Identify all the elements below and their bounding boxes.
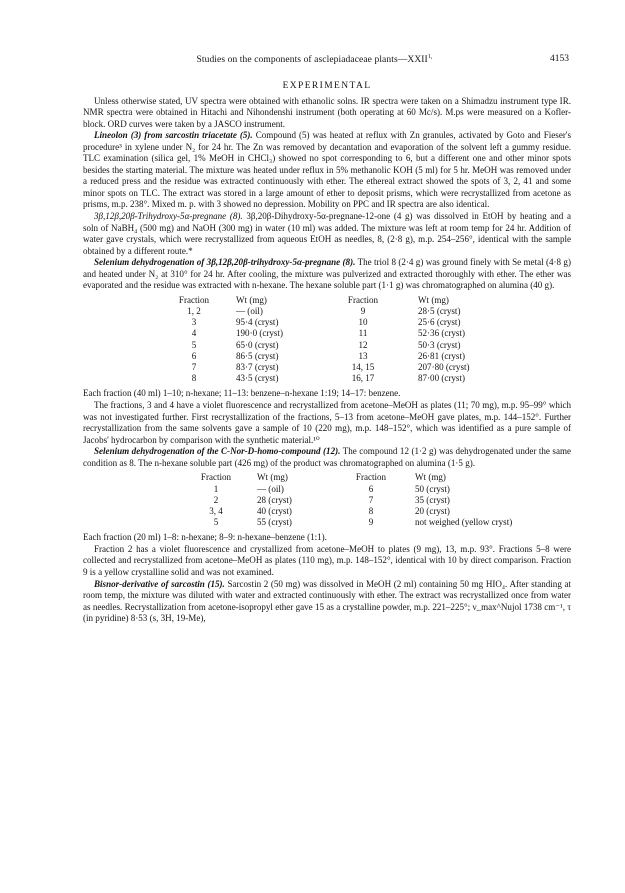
table-cell: 87·00 (cryst)	[418, 373, 465, 384]
table-cell: 7	[368, 494, 374, 505]
table-cell: 16, 17	[351, 373, 375, 384]
table-cell: 207·80 (cryst)	[418, 362, 470, 373]
table-cell: 26·81 (cryst)	[418, 350, 465, 361]
table-cell: 28·5 (cryst)	[418, 306, 461, 317]
table-cell: 35 (cryst)	[415, 494, 450, 505]
table-2-note: Each fraction (20 ml) 1–8: n-hexane; 8–9: n-hexane–benzene (1:1).	[83, 532, 327, 543]
column-header: Wt (mg)	[418, 294, 449, 305]
table-cell: 55 (cryst)	[257, 517, 292, 528]
selenium-text-1: The triol 8 (2·4 g) was ground finely with Se metal (4·8 g) and heated under N₂ at 310° for 24 hr. After cooling, the mixture was pulverized and extracted thoroughly with ether. The ether was evaporated and the residue was extracted with n-hexane. The hexane soluble part (1·1 g) was chromatographed on alumina (40 g).	[83, 257, 571, 291]
table-1-note: Each fraction (40 ml) 1–10; n-hexane; 11–13: benzene–n-hexane 1:19; 14–17: benzene.	[83, 388, 401, 399]
table-cell: 3	[191, 317, 197, 328]
table-cell: 20 (cryst)	[415, 505, 450, 516]
section-heading: EXPERIMENTAL	[282, 81, 372, 91]
table-cell: 8	[191, 373, 197, 384]
table-row	[166, 362, 508, 373]
table-cell: 43·5 (cryst)	[236, 373, 279, 384]
table-cell: not weighed (yellow cryst)	[415, 517, 513, 528]
table-cell: 9	[368, 517, 374, 528]
fractions-paragraph: The fractions, 3 and 4 have a violet fluorescence and recrystallized from acetone–MeOH as plates (11; 70 mg), m.p. 95–99° which was not investigated further. First recrystallization of the fractions, 5–13 from acetone–MeOH gave plates, m.p. 144–152°. Further recrystallization from the same solvents gave a sample of 10 (220 mg), m.p. 148–152°, which was identified as a pure sample of Jacobs' hydrocarbon by comparison with the synthetic material.¹⁰	[83, 400, 571, 445]
table-cell: 13	[358, 350, 368, 361]
table-cell: 86·5 (cryst)	[236, 350, 279, 361]
bisnor-title: Bisnor-derivative of sarcostin (15).	[94, 578, 225, 589]
fractions-table-1	[166, 295, 508, 385]
table-cell: 6	[191, 350, 197, 361]
table-cell: 190·0 (cryst)	[236, 328, 283, 339]
table-cell: 2	[213, 494, 219, 505]
table-cell: 25·6 (cryst)	[418, 317, 461, 328]
lineolon-text: Compound (5) was heated at reflux with Zn granules, activated by Goto and Fieser's procedure³ in xylene under N₂ for 24 hr. The Zn was removed by decantation and evaporation of the solvent left a gummy residue. TLC examination (silica gel, 1% MeOH in CHCl₃) showed no spot corresponding to 6, but a different one and other minor spots besides the starting material. The mixture was heated under reflux in 5% methanolic KOH (5 ml) for 5 hr. MeOH was removed under a reduced press and the residue was extracted continuously with ether. The ethereal extract showed the spots of 3, 2, 41 and some minor spots on TLC. The extract was stored in a large amount of ether to deposit prisms, which were recrystallized from acetone as prisms, m.p. 238°. Mixed m. p. with 3 showed no depression. Mobility on PPC and IR spectra are also identical.	[83, 130, 572, 210]
table-cell: 95·4 (cryst)	[236, 317, 279, 328]
column-header: Wt (mg)	[415, 472, 446, 483]
lineolon-paragraph	[83, 130, 571, 211]
table-cell: 3, 4	[209, 505, 223, 516]
table-header-row	[166, 295, 508, 306]
table-cell: — (oil)	[236, 306, 263, 317]
table-cell: 6	[368, 483, 374, 494]
table-row	[191, 517, 565, 528]
table-cell: 50 (cryst)	[415, 483, 450, 494]
column-header: Wt (mg)	[236, 294, 267, 305]
page-number: 4153	[550, 54, 569, 64]
trihydroxy-text: 3β,20β-Dihydroxy-5α-pregnane-12-one (4 g) was dissolved in EtOH by heating and a soln of NaBH₄ (500 mg) and NaOH (300 mg) in water (10 ml) was added. The mixture was left at room temp for 24 hr. Addition of water gave crystals, which were recrystallized from aqueous EtOH as needles, 8, (2·8 g), m.p. 254–256°, identical with the sample obtained by a different route.*	[83, 211, 571, 256]
selenium-text-2: The compound 12 (1·2 g) was dehydrogenated under the same condition as 8. The n-hexane soluble part (426 mg) of the product was chromatographed on alumina (1·5 g).	[83, 446, 572, 468]
table-row	[191, 506, 565, 517]
table-row	[166, 340, 508, 351]
table-cell: 83·7 (cryst)	[236, 362, 279, 373]
selenium-paragraph-2	[83, 446, 571, 469]
article-body	[83, 81, 571, 625]
table-cell: 10	[358, 317, 368, 328]
table-cell: 28 (cryst)	[257, 494, 292, 505]
running-header	[60, 54, 569, 68]
table-row	[166, 328, 508, 339]
table-cell: 5	[213, 517, 219, 528]
table-cell: 4	[191, 328, 197, 339]
column-header: Fraction	[355, 472, 387, 483]
table-header-row	[191, 472, 565, 483]
bisnor-text: Sarcostin 2 (50 mg) was dissolved in MeOH (2 ml) containing 50 mg HIO₄. After standing at room temp, the mixture was diluted with water and extracted continuously with ether. The extract was recrystallized once from water as needles. Recrystallization from acetone-isopropyl ether gave 15 as a crystalline powder, m.p. 221–225°; ν_max^Nujol 1738 cm⁻¹, τ (in pyridine) 8·53 (s, 3H, 19-Me),	[83, 578, 572, 624]
table-row	[166, 317, 508, 328]
table-cell: 5	[191, 339, 197, 350]
bisnor-paragraph	[83, 579, 571, 625]
table-cell: 52·36 (cryst)	[418, 328, 465, 339]
trihydroxy-title: 3β,12β,20β-Trihydroxy-5α-pregnane (8).	[94, 211, 243, 222]
table-cell: 50·3 (cryst)	[418, 339, 461, 350]
table-cell: 14, 15	[351, 362, 375, 373]
lineolon-title: Lineolon (3) from sarcostin triacetate (5).	[94, 130, 253, 141]
table-cell: 11	[358, 328, 368, 339]
column-header: Fraction	[178, 294, 210, 305]
table-row	[166, 373, 508, 384]
table-row	[166, 351, 508, 362]
column-header: Wt (mg)	[257, 472, 288, 483]
table-cell: 12	[358, 339, 368, 350]
column-header: Fraction	[347, 294, 379, 305]
table-cell: 40 (cryst)	[257, 505, 292, 516]
table-row	[191, 495, 565, 506]
table-cell: 8	[368, 505, 374, 516]
trihydroxy-paragraph	[83, 211, 571, 257]
intro-paragraph: Unless otherwise stated, UV spectra were obtained with ethanolic solns. IR spectra were taken on a Shimadzu instrument type IR. NMR spectra were obtained in Hitachi and Nihondenshi instrument (both operating at 60 Mc/s). M.ps were measured on a Kofler-block. ORD curves were taken by a JASCO instrument.	[83, 95, 571, 129]
table-row	[191, 484, 565, 495]
fraction-2-paragraph: Fraction 2 has a violet fluorescence and crystallized from acetone–MeOH to plates (9 mg), 13, m.p. 93°. Fractions 5–8 were collected and recrystallized from acetone–MeOH as plates (110 mg), m.p. 148–152°, identical with 10 by direct comparison. Fraction 9 is a yellow crystalline solid and was not examined.	[83, 543, 571, 577]
table-cell: 9	[360, 306, 366, 317]
selenium-title-1: Selenium dehydrogenation of 3β,12β,20β-trihydroxy-5α-pregnane (8).	[94, 257, 356, 268]
fractions-table-2	[191, 472, 565, 528]
table-cell: — (oil)	[257, 483, 284, 494]
running-title: Studies on the components of asclepiadaceae $plants—XXII^{1,}$	[196, 54, 433, 66]
table-cell: 1, 2	[187, 306, 201, 317]
table-cell: 7	[191, 362, 197, 373]
table-row	[166, 306, 508, 317]
table-cell: 1	[213, 483, 219, 494]
selenium-paragraph-1	[83, 257, 571, 292]
selenium-title-2: Selenium dehydrogenation of the C-Nor-D-homo-compound (12).	[94, 446, 341, 457]
column-header: Fraction	[200, 472, 232, 483]
table-cell: 65·0 (cryst)	[236, 339, 279, 350]
